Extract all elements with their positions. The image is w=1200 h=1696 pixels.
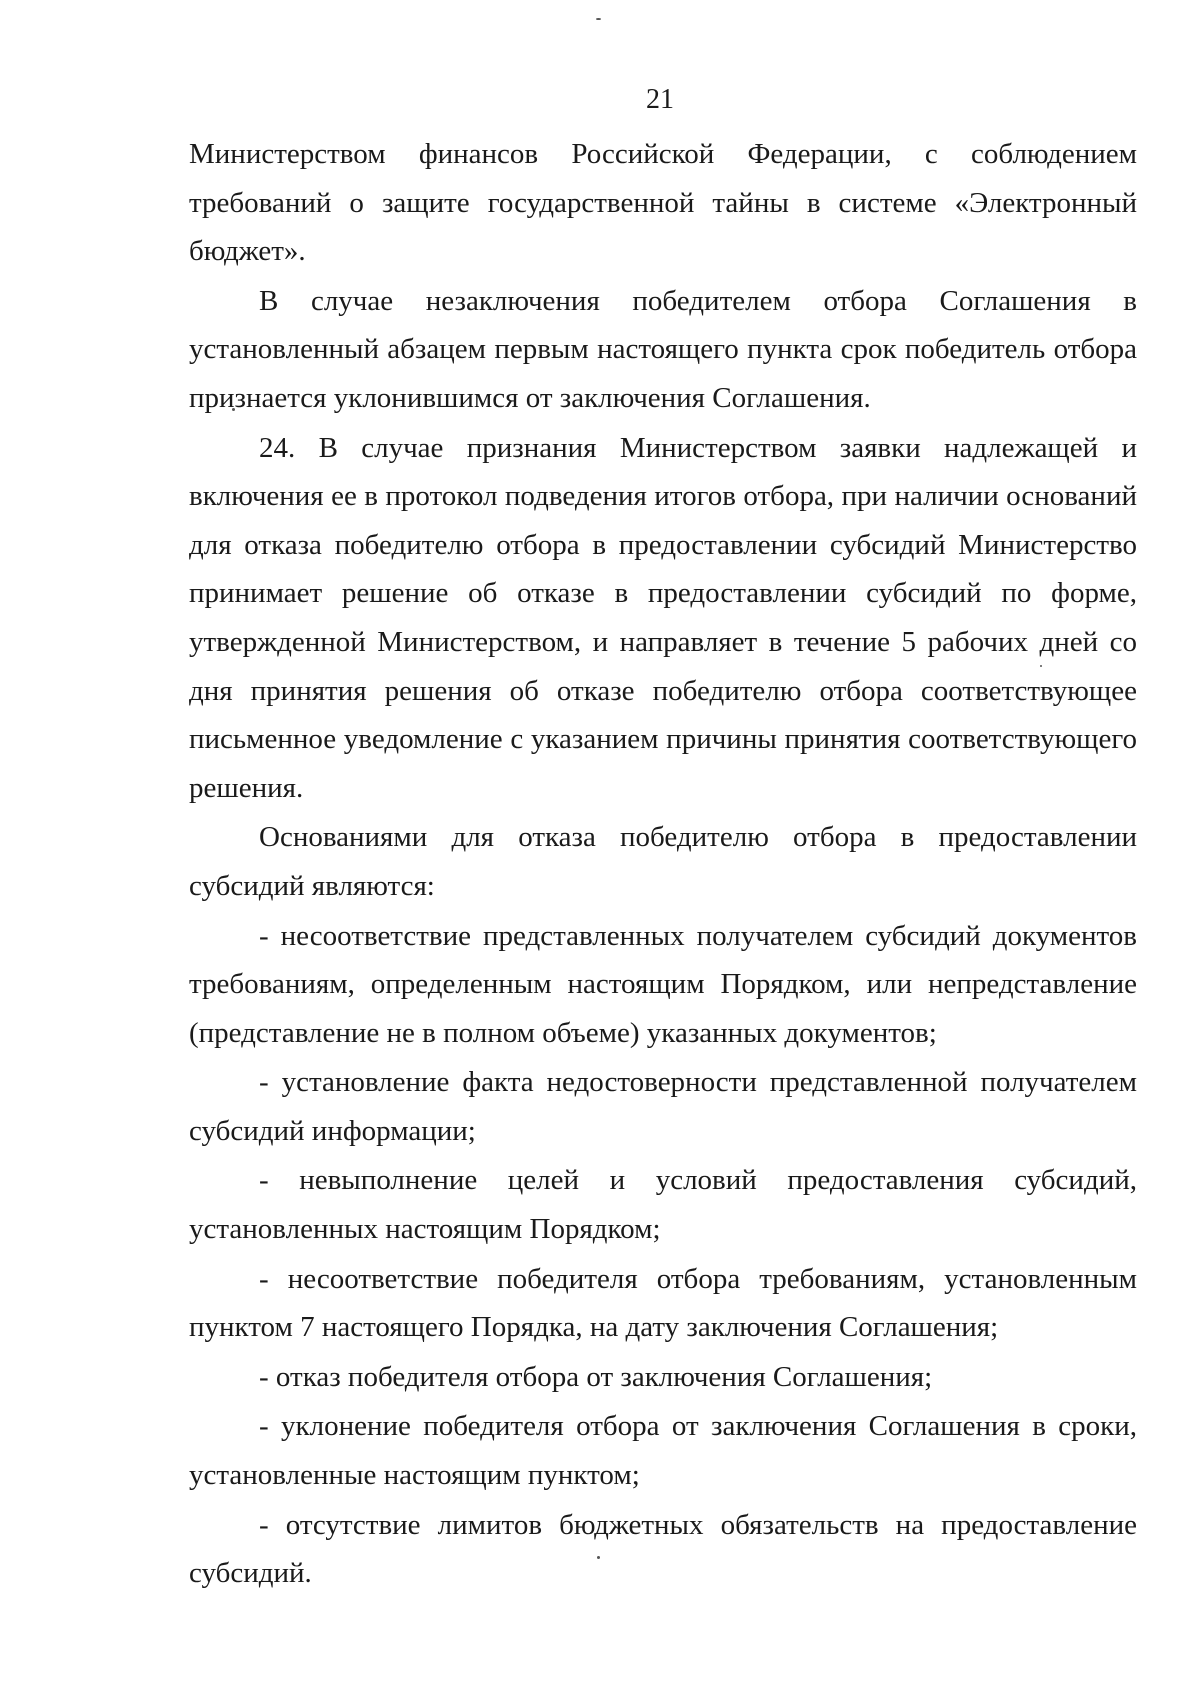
scan-speck: [596, 18, 601, 20]
list-item-ground: - невыполнение целей и условий предоставления субсидий, установленных настоящим Порядком;: [189, 1164, 1137, 1246]
list-item-ground: - уклонение победителя отбора от заключения Соглашения в сроки, установленные настоящим пунктом;: [189, 1410, 1137, 1492]
document-body: [189, 130, 1137, 1598]
list-item-ground: - отказ победителя отбора от заключения Соглашения;: [259, 1360, 933, 1393]
list-item-ground: - несоответствие представленных получателем субсидий документов требованиям, определенным настоящим Порядком, или непредставление (представление не в полном объеме) указанных документов;: [189, 919, 1137, 1049]
list-item-ground: - отсутствие лимитов бюджетных обязательств на предоставление субсидий.: [189, 1508, 1137, 1590]
paragraph-grounds-intro: Основаниями для отказа победителю отбора в предоставлении субсидий являются:: [189, 821, 1137, 902]
list-item-ground: - установление факта недостоверности представленной получателем субсидий информации;: [189, 1066, 1137, 1147]
paragraph-clause-24: 24. В случае признания Министерством заявки надлежащей и включения ее в протокол подведения итогов отбора, при наличии оснований для отказа победителю отбора в предоставлении субсидий Министерство принимает решение об отказе в предоставлении субсидий по форме, утвержденной Министерством, и направляет в течение 5 рабочих дней со дня принятия решения об отказе победителю отбора соответствующее письменное уведомление с указанием причины принятия соответствующего решения.: [189, 431, 1137, 804]
page-number: 21: [646, 84, 674, 115]
paragraph-non-conclusion: В случае незаключения победителем отбора Соглашения в установленный абзацем первым настоящего пункта срок победитель отбора признается уклонившимся от заключения Соглашения.: [189, 284, 1137, 414]
paragraph-continuation: Министерством финансов Российской Федерации, с соблюдением требований о защите государственной тайны в системе «Электронный бюджет».: [189, 138, 1137, 268]
list-item-ground: - несоответствие победителя отбора требованиям, установленным пунктом 7 настоящего Порядка, на дату заключения Соглашения;: [189, 1262, 1137, 1344]
